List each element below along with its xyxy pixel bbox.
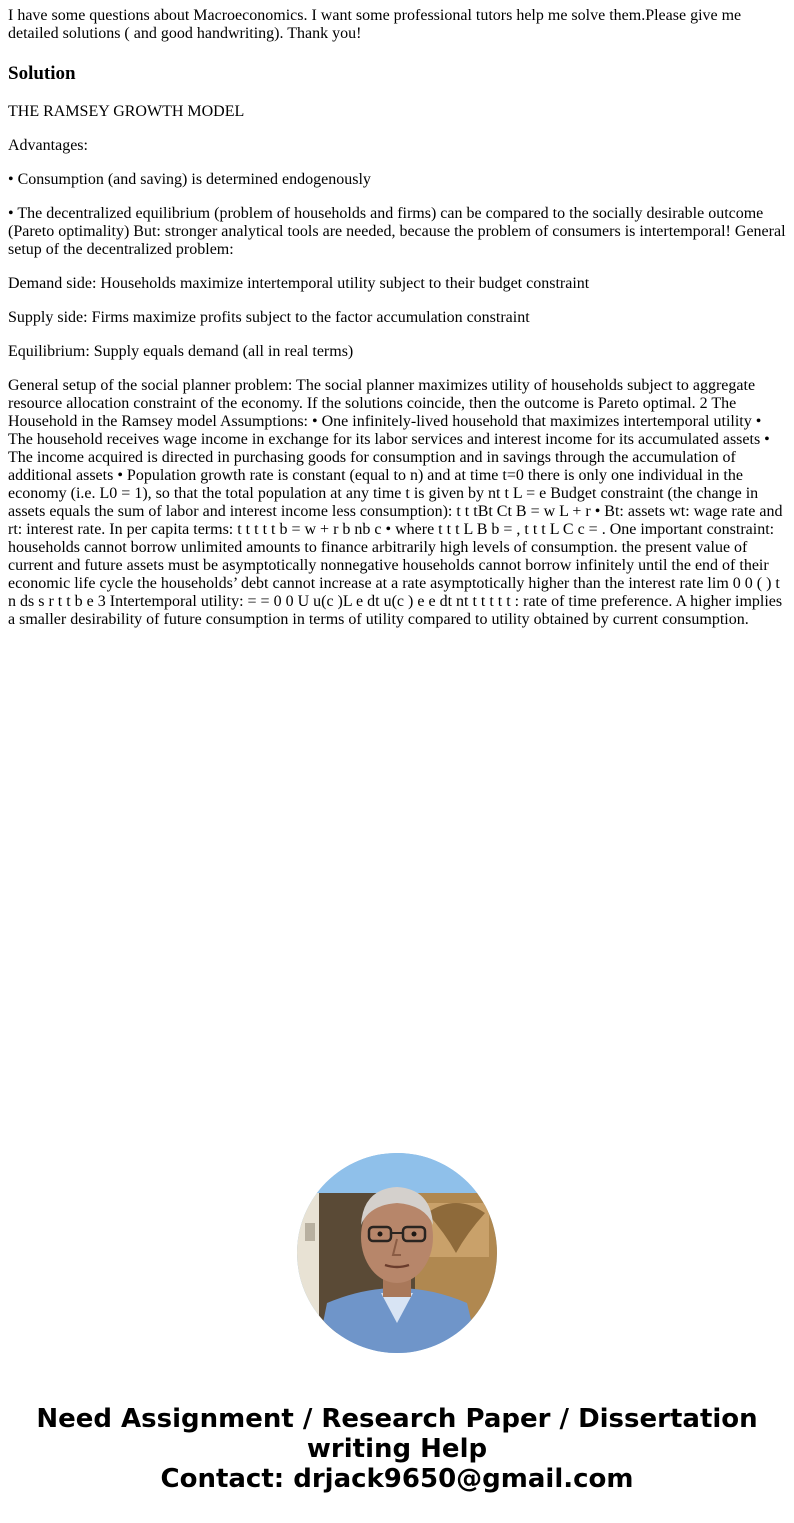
section-title: THE RAMSEY GROWTH MODEL [8, 103, 245, 120]
document-body [8, 7, 786, 645]
bullet-consumption: • Consumption (and saving) is determined endogenously [8, 171, 371, 188]
promo-contact: Contact: drjack9650@gmail.com [160, 1464, 634, 1494]
equilibrium: Equilibrium: Supply equals demand (all in real terms) [8, 343, 354, 360]
supply-side: Supply side: Firms maximize profits subject to the factor accumulation constraint [8, 309, 530, 326]
question-text: I have some questions about Macroeconomics. I want some professional tutors help me solve them.Please give me detailed solutions ( and good handwriting). Thank you! [8, 7, 742, 42]
social-planner-paragraph: General setup of the social planner problem: The social planner maximizes utility of households subject to aggregate resource allocation constraint of the economy. If the solutions coincide, then the outcome is Pareto optimal. 2 The Household in the Ramsey model Assumptions: • One infinitely-lived household that maximizes intertemporal utility • The household receives wage income in exchange for its labor services and interest income for its accumulated assets • The income acquired is directed in purchasing goods for consumption and in savings through the accumulation of additional assets • Population growth rate is constant (equal to n) and at time t=0 there is only one individual in the economy (i.e. L0 = 1), so that the total population at any time t is given by nt t L = e Budget constraint (the change in assets equals the sum of labor and interest income less consumption): t t tBt Ct B = w L + r • Bt: assets wt: wage rate and rt: interest rate. In per capita terms: t t t t t b = w + r b nb c • where t t t L B b = , t t t L C c = . One important constraint: households cannot borrow unlimited amounts to finance arbitrarily high levels of consumption. the present value of current and future assets must be asymptotically nonnegative households cannot borrow infinitely until the end of their economic life cycle the households’ debt cannot increase at a rate asymptotically higher than the interest rate lim 0 0 ( ) t n ds s r t t b e 3 Intertemporal utility: = = 0 0 U u(c )L e dt u(c ) e e dt nt t t t t t : rate of time preference. A higher implies a smaller desirability of future consumption in terms of utility compared to utility obtained by current consumption. [8, 377, 783, 628]
tutor-photo [297, 1153, 497, 1353]
advantages-label: Advantages: [8, 137, 88, 154]
promo-line-1: Need Assignment / Research Paper / Dissertation [36, 1404, 758, 1434]
tutor-photo-illustration [297, 1153, 497, 1353]
bullet-decentralized: • The decentralized equilibrium (problem of households and firms) can be compared to the socially desirable outcome (Pareto optimality) But: stronger analytical tools are needed, because the problem of consumers is intertemporal! General setup of the decentralized problem: [8, 205, 786, 258]
promo-banner [0, 1404, 794, 1494]
promo-line-2: writing Help [306, 1434, 488, 1464]
solution-heading: Solution [8, 63, 76, 84]
demand-side: Demand side: Households maximize intertemporal utility subject to their budget constraint [8, 275, 590, 292]
